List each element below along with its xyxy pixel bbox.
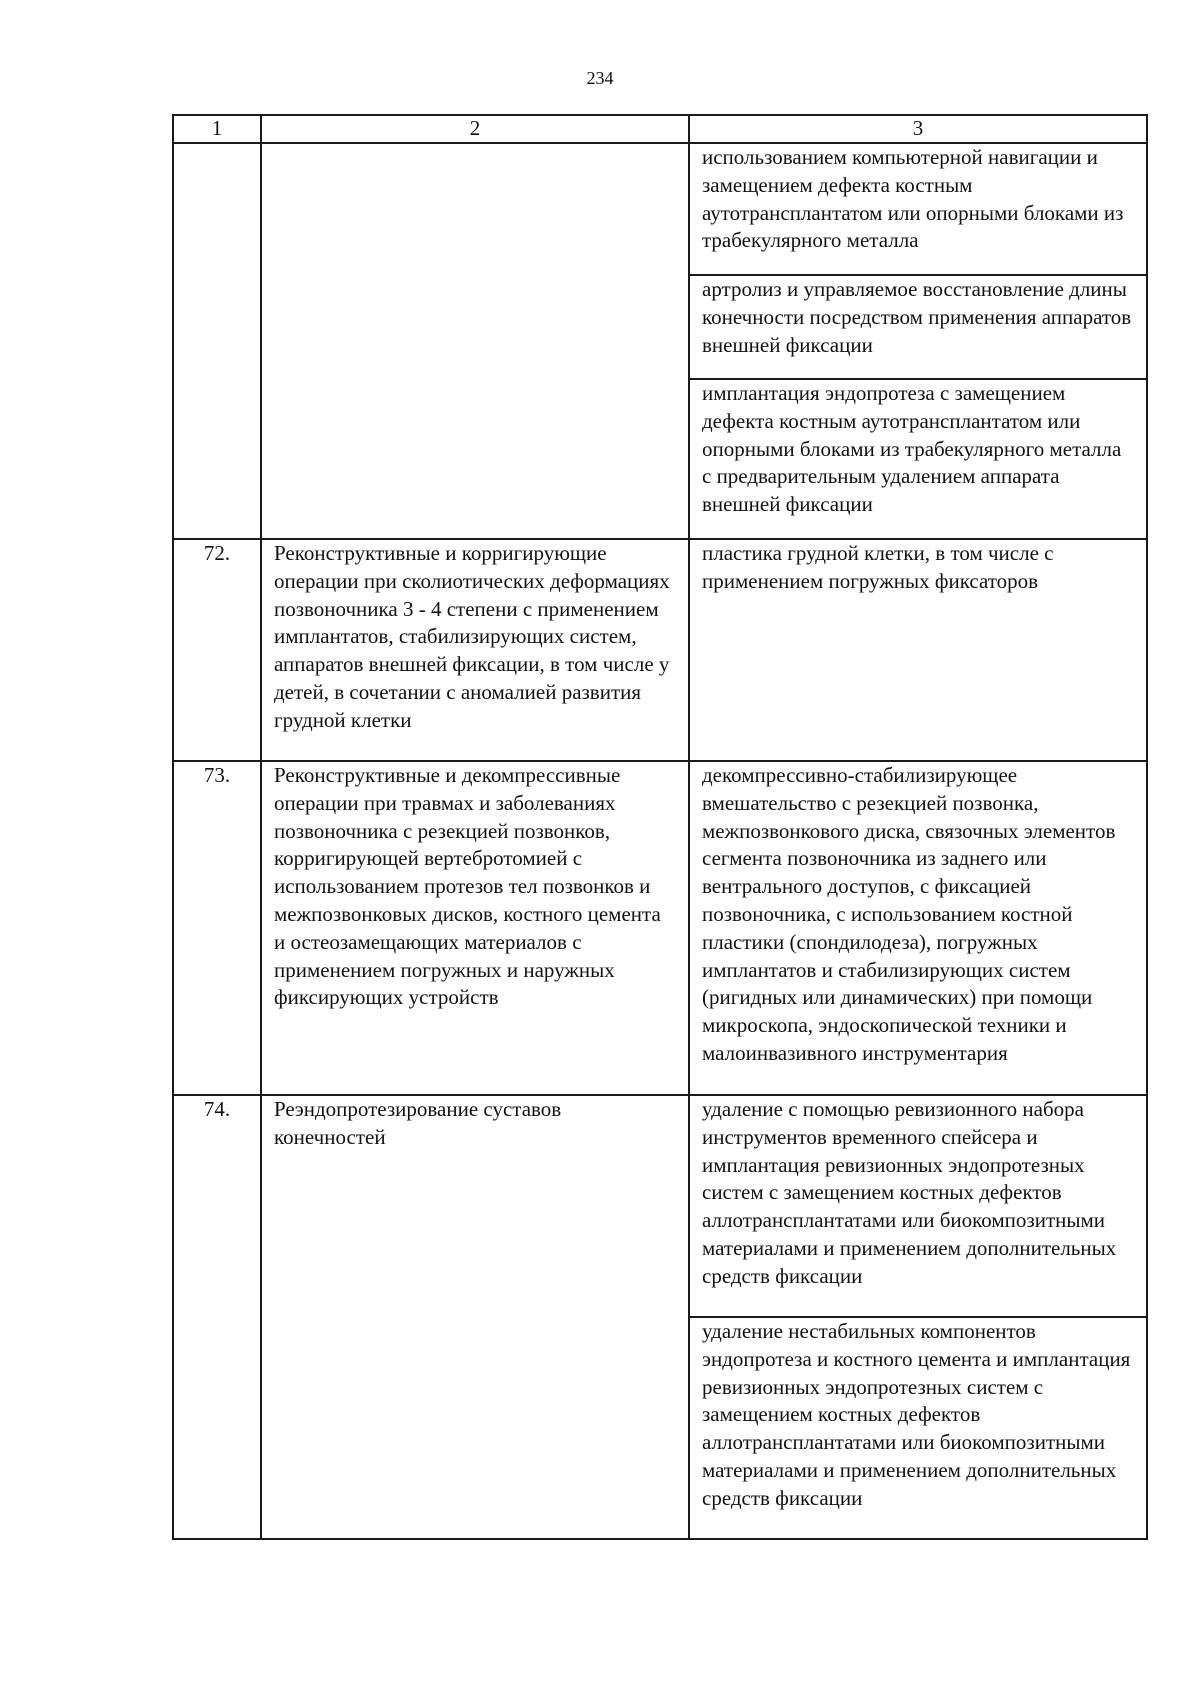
method-cell: артролиз и управляемое восстановление длины конечности посредством применения аппаратов внешней фиксации	[689, 275, 1147, 379]
table-header-row	[173, 115, 1147, 143]
table-row	[173, 539, 1147, 761]
table-row	[173, 143, 1147, 275]
method-cell: декомпрессивно-стабилизирующее вмешательство с резекцией позвонка, межпозвонкового диска, связочных элементов сегмента позвоночника из заднего или вентрального доступов, с фиксацией позвоночника, с использованием костной пластики (спондилодеза), погружных имплантатов и стабилизирующих систем (ригидных или динамических) при помощи микроскопа, эндоскопической техники и малоинвазивного инструментария	[689, 761, 1147, 1095]
row-number: 73.	[173, 761, 261, 1095]
name-cell	[261, 143, 689, 539]
page-number: 234	[586, 68, 614, 88]
method-cell: имплантация эндопротеза с замещением дефекта костным аутотрансплантатом или опорными блоками из трабекулярного металла с предварительным удалением аппарата внешней фиксации	[689, 379, 1147, 539]
header-cell-2: 2	[261, 115, 689, 143]
table-row	[173, 1095, 1147, 1317]
method-cell: удаление нестабильных компонентов эндопротеза и костного цемента и имплантация ревизионных эндопротезных систем с замещением костных дефектов аллотрансплантатами или биокомпозитными материалами и применением дополнительных средств фиксации	[689, 1317, 1147, 1539]
header-cell-3: 3	[689, 115, 1147, 143]
header-cell-1: 1	[173, 115, 261, 143]
method-cell: пластика грудной клетки, в том числе с применением погружных фиксаторов	[689, 539, 1147, 761]
procedure-name: Реконструктивные и корригирующие операции при сколиотических деформациях позвоночника 3 - 4 степени с применением имплантатов, стабилизирующих систем, аппаратов внешней фиксации, в том числе у детей, в сочетании с аномалией развития грудной клетки	[261, 539, 689, 761]
procedures-table	[172, 114, 1148, 1540]
method-cell: удаление с помощью ревизионного набора инструментов временного спейсера и имплантация ревизионных эндопротезных систем с замещением костных дефектов аллотрансплантатами или биокомпозитными материалами и применением дополнительных средств фиксации	[689, 1095, 1147, 1317]
procedure-name: Реэндопротезирование суставов конечностей	[261, 1095, 689, 1539]
procedure-name: Реконструктивные и декомпрессивные операции при травмах и заболеваниях позвоночника с резекцией позвонков, корригирующей вертебротомией с использованием протезов тел позвонков и межпозвонковых дисков, костного цемента и остеозамещающих материалов с применением погружных и наружных фиксирующих устройств	[261, 761, 689, 1095]
row-number: 72.	[173, 539, 261, 761]
table-row	[173, 761, 1147, 1095]
number-cell	[173, 143, 261, 539]
row-number: 74.	[173, 1095, 261, 1539]
method-cell: использованием компьютерной навигации и замещением дефекта костным аутотрансплантатом или опорными блоками из трабекулярного металла	[689, 143, 1147, 275]
